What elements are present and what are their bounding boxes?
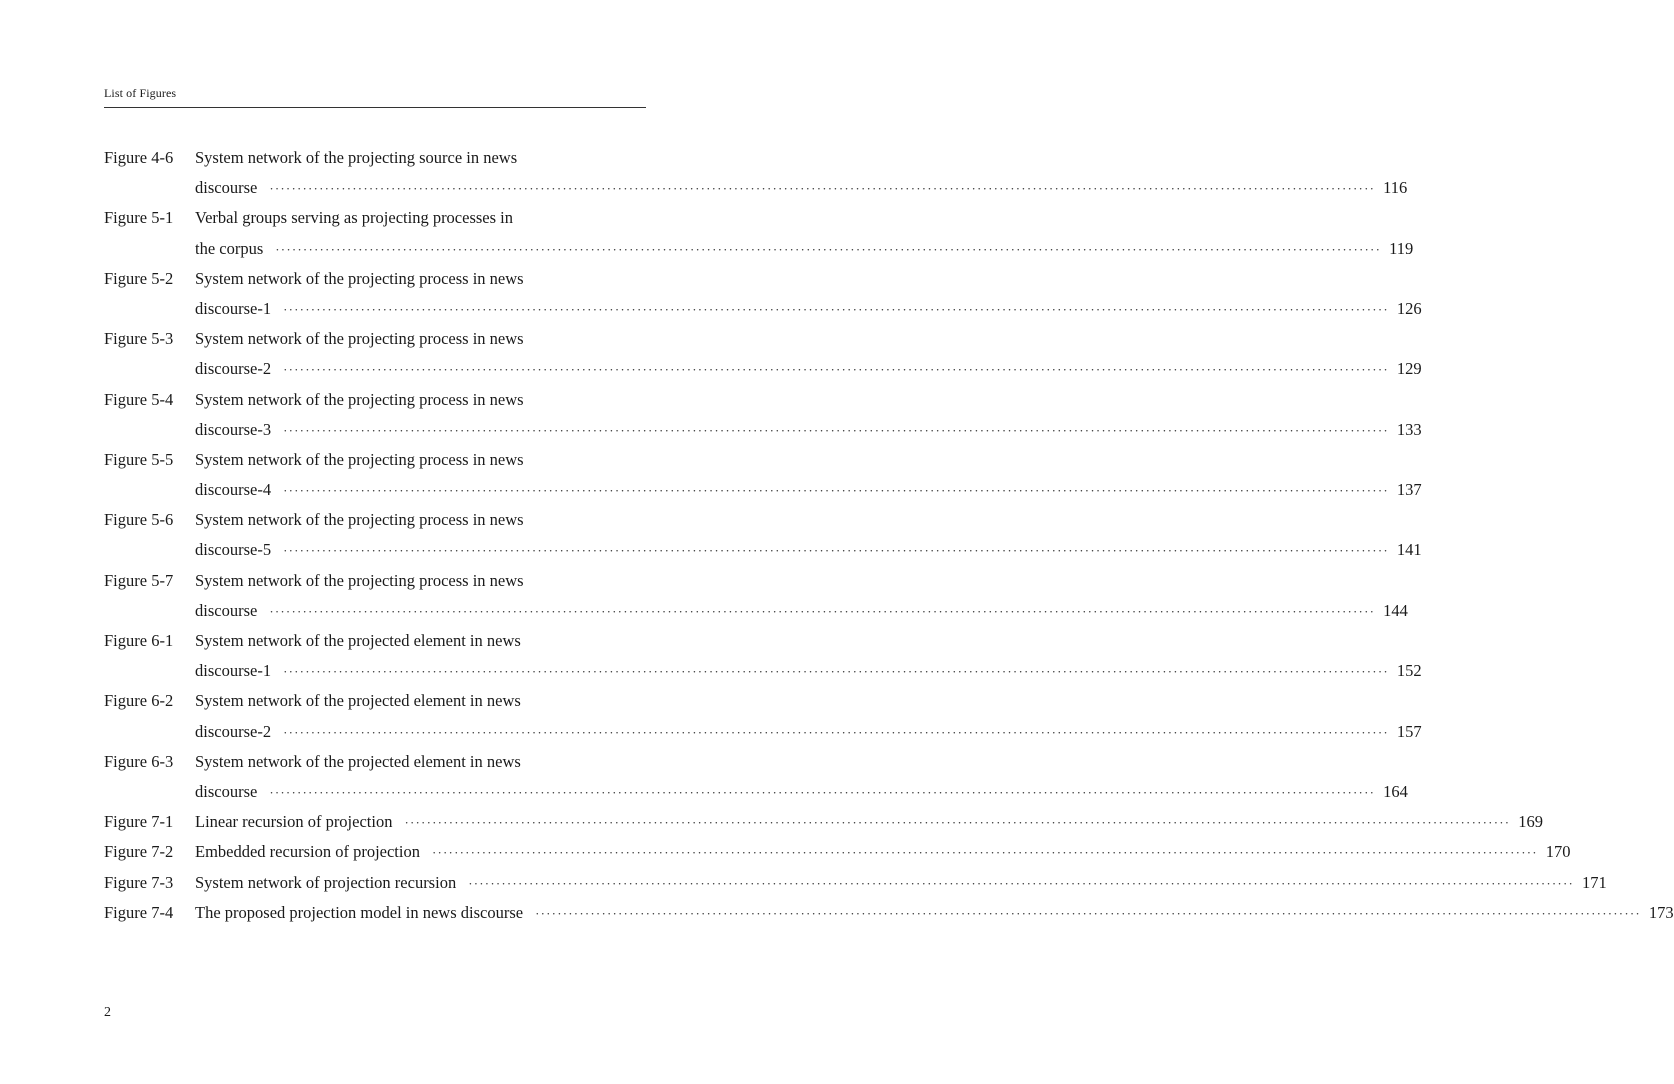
figure-label: Figure 5-1	[104, 208, 174, 228]
dot-leader: ········································································································································································································	[468, 875, 1575, 891]
figure-title: discourse-2	[195, 359, 272, 379]
figure-title: Embedded recursion of projection	[195, 842, 420, 862]
figure-entry	[104, 203, 1414, 263]
figure-title: System network of the projecting process in news	[195, 510, 524, 530]
figure-label: Figure 6-3	[104, 751, 174, 771]
entry-second-line	[104, 415, 1422, 445]
dot-leader: ········································································································································································································	[269, 603, 1376, 619]
figure-title: Verbal groups serving as projecting processes in	[195, 208, 514, 228]
dot-leader: ········································································································································································································	[283, 362, 1389, 378]
figure-label: Figure 5-4	[104, 389, 174, 409]
entry-second-line	[104, 717, 1422, 747]
figure-list	[104, 143, 1674, 928]
figure-title: System network of the projected element in news	[195, 631, 521, 650]
entry-second-line	[104, 596, 1408, 626]
dot-leader: ········································································································································································································	[535, 905, 1641, 921]
figure-label: Figure 4-6	[104, 148, 174, 167]
figure-page-number: 152	[1396, 661, 1422, 681]
figure-title: System network of the projecting process in news	[195, 449, 524, 469]
figure-page-number: 171	[1582, 872, 1607, 892]
running-header: List of Figures	[104, 86, 177, 100]
figure-page-number: 116	[1383, 178, 1408, 198]
dot-leader: ········································································································································································································	[431, 845, 1538, 861]
figure-page-number: 129	[1396, 359, 1422, 379]
figure-label: Figure 6-1	[104, 631, 174, 650]
figure-title: System network of the projecting source in news	[195, 148, 518, 167]
entry-second-line	[104, 354, 1422, 384]
figure-title: discourse	[195, 178, 258, 198]
figure-entry	[104, 626, 1422, 686]
figure-page-number: 144	[1383, 600, 1408, 620]
entry-first-line	[104, 626, 646, 656]
entry-first-line	[104, 445, 646, 475]
figure-page-number: 173	[1648, 902, 1674, 922]
figure-page-number: 126	[1396, 298, 1422, 318]
figure-label: Figure 5-3	[104, 329, 174, 349]
figure-title: discourse-2	[195, 721, 272, 741]
figure-entry	[104, 324, 1422, 384]
entry-first-line	[104, 264, 646, 294]
figure-title: System network of the projecting process in news	[195, 570, 524, 590]
page-number: 2	[104, 1005, 111, 1020]
figure-page-number: 133	[1396, 419, 1422, 439]
figure-title: discourse	[195, 781, 258, 801]
figure-title: discourse-4	[195, 480, 272, 500]
figure-label: Figure 5-7	[104, 570, 174, 590]
figure-label: Figure 5-5	[104, 449, 174, 469]
dot-leader: ········································································································································································································	[404, 815, 1511, 831]
entry-second-line	[104, 234, 1414, 264]
figure-page-number: 141	[1396, 540, 1422, 560]
figure-title: System network of projection recursion	[195, 872, 457, 892]
entry-first-line	[104, 566, 646, 596]
dot-leader: ········································································································································································································	[283, 301, 1389, 317]
figure-label: Figure 7-4	[104, 902, 174, 922]
figure-entry	[104, 505, 1422, 565]
figure-page-number: 119	[1389, 238, 1414, 258]
figure-title: System network of the projecting process in news	[195, 268, 524, 288]
entry-first-line	[104, 143, 646, 173]
figure-title: System network of the projecting process in news	[195, 329, 524, 349]
figure-page-number: 164	[1383, 781, 1408, 801]
figure-title: The proposed projection model in news discourse	[195, 902, 524, 922]
figure-title: Linear recursion of projection	[195, 812, 393, 832]
dot-leader: ········································································································································································································	[283, 422, 1389, 438]
figure-title: discourse	[195, 600, 258, 620]
entry-first-line	[104, 807, 1544, 837]
figure-page-number: 170	[1545, 842, 1571, 862]
figure-entry	[104, 898, 1674, 928]
entry-second-line	[104, 777, 1408, 807]
figure-entry	[104, 143, 1408, 203]
figure-entry	[104, 264, 1422, 324]
entry-second-line	[104, 535, 1422, 565]
figure-label: Figure 5-2	[104, 268, 174, 288]
entry-second-line	[104, 475, 1422, 505]
figure-entry	[104, 837, 1571, 867]
entry-first-line	[104, 324, 646, 354]
entry-first-line	[104, 898, 1674, 928]
figure-title: discourse-3	[195, 419, 272, 439]
header-rule	[104, 107, 646, 108]
figure-entry	[104, 385, 1422, 445]
dot-leader: ········································································································································································································	[283, 664, 1389, 680]
entry-first-line	[104, 385, 646, 415]
figure-label: Figure 7-2	[104, 842, 174, 862]
entry-second-line	[104, 294, 1422, 324]
dot-leader: ········································································································································································································	[269, 181, 1376, 197]
entry-first-line	[104, 203, 646, 233]
figure-title: System network of the projected element in news	[195, 751, 521, 771]
entry-first-line	[104, 747, 646, 777]
figure-title: discourse-1	[195, 661, 272, 681]
figure-label: Figure 6-2	[104, 691, 174, 711]
figure-page-number: 169	[1518, 812, 1544, 832]
figure-page-number: 157	[1396, 721, 1422, 741]
figure-label: Figure 7-1	[104, 812, 174, 832]
figure-entry	[104, 445, 1422, 505]
entry-second-line	[104, 656, 1422, 686]
figure-entry	[104, 747, 1408, 807]
entry-first-line	[104, 686, 646, 716]
dot-leader: ········································································································································································································	[283, 543, 1389, 559]
entry-first-line	[104, 505, 646, 535]
figure-page-number: 137	[1396, 480, 1422, 500]
entry-first-line	[104, 837, 1571, 867]
dot-leader: ········································································································································································································	[283, 483, 1389, 499]
figure-title: discourse-5	[195, 540, 272, 560]
figure-label: Figure 5-6	[104, 510, 174, 530]
figure-entry	[104, 868, 1607, 898]
figure-entry	[104, 566, 1408, 626]
entry-first-line	[104, 868, 1607, 898]
figure-label: Figure 7-3	[104, 872, 174, 892]
figure-entry	[104, 686, 1422, 746]
figure-title: the corpus	[195, 238, 264, 258]
dot-leader: ········································································································································································································	[283, 724, 1389, 740]
figure-title: System network of the projecting process in news	[195, 389, 524, 409]
dot-leader: ········································································································································································································	[275, 241, 1382, 257]
dot-leader: ········································································································································································································	[269, 784, 1376, 800]
figure-title: System network of the projected element in news	[195, 691, 521, 711]
figure-entry	[104, 807, 1544, 837]
figure-title: discourse-1	[195, 298, 272, 318]
entry-second-line	[104, 173, 1408, 203]
